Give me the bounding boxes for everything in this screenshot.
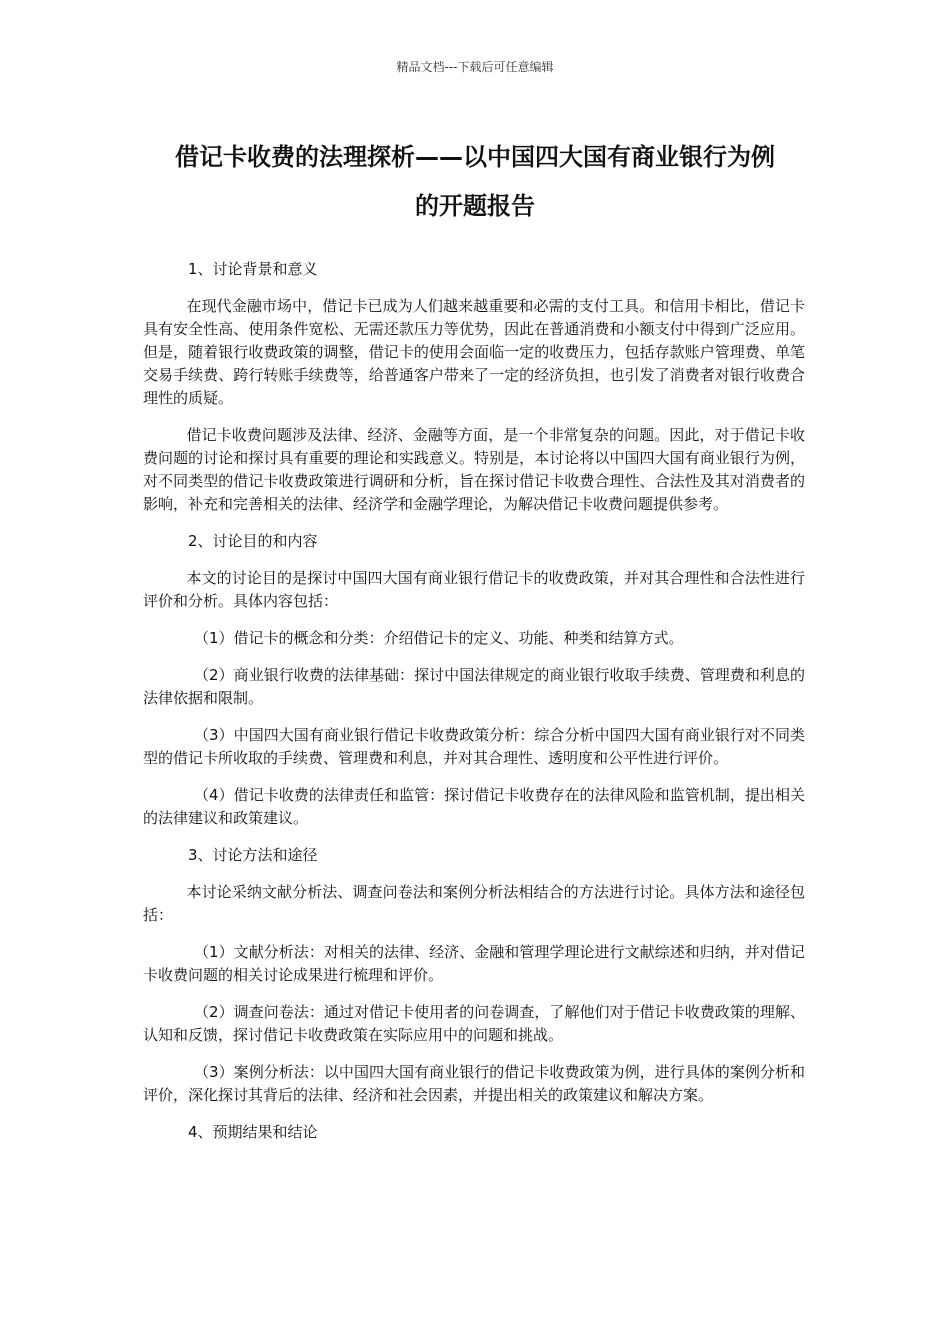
document-title	[140, 133, 810, 231]
section-heading: 2、讨论目的和内容	[188, 532, 318, 550]
title-line-1: 借记卡收费的法理探析——以中国四大国有商业银行为例	[175, 143, 775, 171]
list-item: （1）文献分析法：对相关的法律、经济、金融和管理学理论进行文献综述和归纳，并对借记卡收费问题的相关讨论成果进行梳理和评价。	[143, 943, 805, 984]
paragraph: 在现代金融市场中，借记卡已成为人们越来越重要和必需的支付工具。和信用卡相比，借记卡具有安全性高、使用条件宽松、无需还款压力等优势，因此在普通消费和小额支付中得到广泛应用。但是，随着银行收费政策的调整，借记卡的使用会面临一定的收费压力，包括存款账户管理费、单笔交易手续费、跨行转账手续费等，给普通客户带来了一定的经济负担，也引发了消费者对银行收费合理性的质疑。	[143, 297, 805, 407]
list-item: （2）商业银行收费的法律基础：探讨中国法律规定的商业银行收取手续费、管理费和利息的法律依据和限制。	[143, 666, 805, 707]
document-body	[143, 258, 805, 1158]
paragraph: 借记卡收费问题涉及法律、经济、金融等方面，是一个非常复杂的问题。因此，对于借记卡收费问题的讨论和探讨具有重要的理论和实践意义。特别是，本讨论将以中国四大国有商业银行为例，对不同类型的借记卡收费政策进行调研和分析，旨在探讨借记卡收费合理性、合法性及其对消费者的影响，补充和完善相关的法律、经济学和金融学理论，为解决借记卡收费问题提供参考。	[143, 426, 805, 513]
section-heading: 1、讨论背景和意义	[188, 260, 318, 278]
section-heading: 3、讨论方法和途径	[188, 846, 318, 864]
title-line-2: 的开题报告	[415, 192, 535, 220]
list-item: （3）案例分析法：以中国四大国有商业银行的借记卡收费政策为例，进行具体的案例分析和评价，深化探讨其背后的法律、经济和社会因素，并提出相关的政策建议和解决方案。	[143, 1063, 805, 1104]
list-item: （3）中国四大国有商业银行借记卡收费政策分析：综合分析中国四大国有商业银行对不同类型的借记卡所收取的手续费、管理费和利息，并对其合理性、透明度和公平性进行评价。	[143, 726, 805, 767]
header-note: 精品文档---下载后可任意编辑	[396, 60, 554, 74]
paragraph: 本文的讨论目的是探讨中国四大国有商业银行借记卡的收费政策，并对其合理性和合法性进行评价和分析。具体内容包括：	[143, 569, 805, 610]
section-heading: 4、预期结果和结论	[188, 1123, 318, 1141]
list-item: （2）调查问卷法：通过对借记卡使用者的问卷调查，了解他们对于借记卡收费政策的理解、认知和反馈，探讨借记卡收费政策在实际应用中的问题和挑战。	[143, 1003, 805, 1044]
paragraph: 本讨论采纳文献分析法、调查问卷法和案例分析法相结合的方法进行讨论。具体方法和途径包括：	[143, 883, 805, 924]
list-item: （1）借记卡的概念和分类：介绍借记卡的定义、功能、种类和结算方式。	[194, 629, 684, 647]
list-item: （4）借记卡收费的法律责任和监管：探讨借记卡收费存在的法律风险和监管机制，提出相关的法律建议和政策建议。	[143, 786, 805, 827]
